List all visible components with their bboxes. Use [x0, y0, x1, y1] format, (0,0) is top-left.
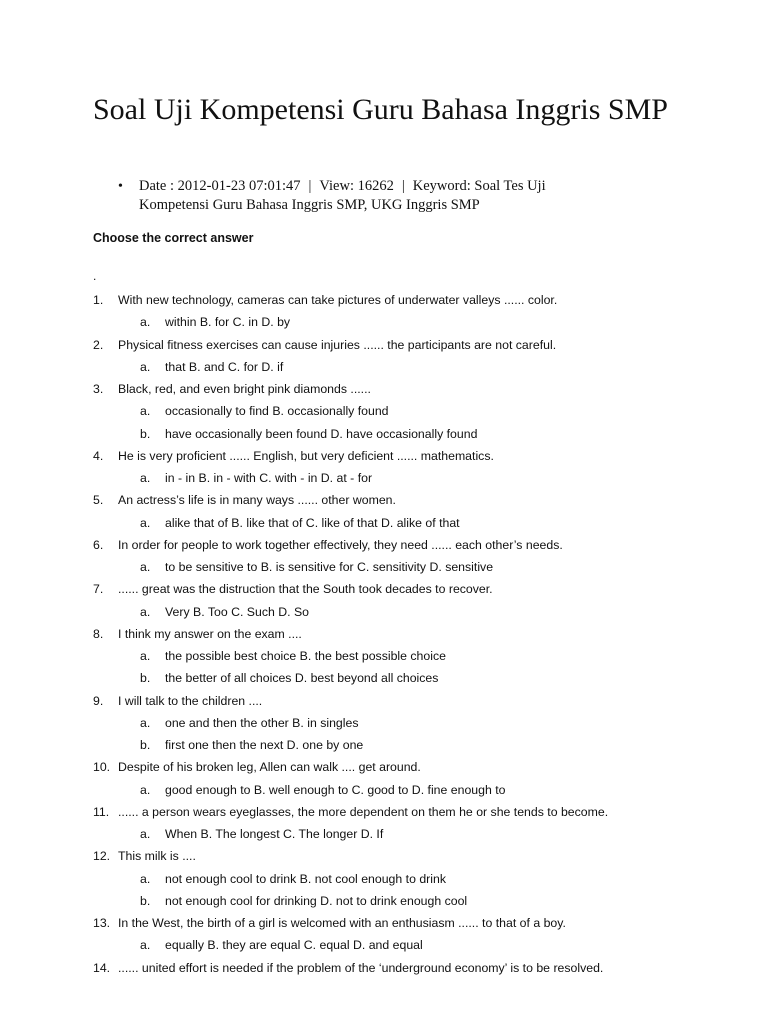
- option-text: the possible best choice B. the best possible choice: [165, 649, 446, 663]
- date-value: 2012-01-23 07:01:47: [177, 178, 301, 194]
- option-letter: a.: [140, 471, 151, 485]
- option-letter: a.: [140, 404, 151, 419]
- question-text: With new technology, cameras can take pictures of underwater valleys ...... color.: [118, 293, 558, 307]
- question-text: I think my answer on the exam ....: [118, 626, 302, 641]
- option-letter: a.: [140, 938, 151, 953]
- question-number: 8.: [93, 626, 104, 641]
- option-text: good enough to B. well enough to C. good to D. fine enough to: [165, 782, 506, 797]
- question-number: 14.: [93, 960, 111, 975]
- view-count: 16262: [357, 178, 394, 194]
- page-title: Soal Uji Kompetensi Guru Bahasa Inggris SMP: [93, 93, 668, 126]
- option-letter: a.: [140, 604, 151, 619]
- view-label: View:: [319, 178, 354, 194]
- instruction-heading: Choose the correct answer: [93, 231, 254, 245]
- option-text: that B. and C. for D. if: [165, 359, 284, 374]
- question-text: ...... united effort is needed if the problem of the ‘underground economy’ is to be resolved.: [118, 960, 604, 975]
- option-letter: a.: [140, 782, 151, 797]
- question-number: 10.: [93, 760, 111, 775]
- option-text: one and then the other B. in singles: [165, 715, 359, 730]
- question-text: ...... great was the distruction that the South took decades to recover.: [118, 582, 493, 597]
- option-text: to be sensitive to B. is sensitive for C. sensitivity D. sensitive: [165, 560, 494, 574]
- question-text: ...... a person wears eyeglasses, the more dependent on them he or she tends to become.: [118, 804, 609, 819]
- option-text: first one then the next D. one by one: [165, 738, 364, 752]
- option-letter: b.: [140, 426, 151, 441]
- bullet-icon: •: [118, 179, 123, 194]
- question-number: 1.: [93, 293, 104, 307]
- question-number: 13.: [93, 916, 111, 930]
- option-letter: b.: [140, 738, 151, 752]
- option-text: the better of all choices D. best beyond all choices: [165, 671, 439, 686]
- option-letter: a.: [140, 560, 151, 574]
- option-letter: b.: [140, 893, 151, 908]
- option-letter: a.: [140, 649, 151, 663]
- option-letter: b.: [140, 671, 151, 686]
- question-text: In the West, the birth of a girl is welcomed with an enthusiasm ...... to that of a boy.: [118, 916, 566, 930]
- question-number: 2.: [93, 337, 104, 352]
- meta-separator: |: [401, 178, 405, 194]
- question-text: Despite of his broken leg, Allen can walk .... get around.: [118, 760, 421, 775]
- question-number: 6.: [93, 537, 104, 552]
- option-letter: a.: [140, 715, 151, 730]
- question-number: 9.: [93, 693, 104, 708]
- meta-separator: |: [308, 178, 312, 194]
- question-text: Black, red, and even bright pink diamonds ......: [118, 382, 371, 396]
- question-text: In order for people to work together effectively, they need ...... each other’s needs.: [118, 537, 563, 552]
- option-text: occasionally to find B. occasionally found: [165, 404, 389, 419]
- question-number: 11.: [93, 804, 110, 819]
- question-number: 3.: [93, 382, 104, 396]
- question-number: 7.: [93, 582, 104, 597]
- meta-text: [139, 177, 619, 215]
- option-text: have occasionally been found D. have occasionally found: [165, 426, 478, 441]
- question-text: He is very proficient ...... English, but very deficient ...... mathematics.: [118, 448, 494, 463]
- question-text: Physical fitness exercises can cause injuries ...... the participants are not careful.: [118, 337, 557, 352]
- option-text: in - in B. in - with C. with - in D. at - for: [165, 471, 373, 485]
- option-letter: a.: [140, 871, 151, 886]
- option-text: within B. for C. in D. by: [165, 315, 291, 330]
- option-text: alike that of B. like that of C. like of that D. alike of that: [165, 515, 460, 530]
- question-number: 12.: [93, 849, 111, 864]
- option-letter: a.: [140, 359, 151, 374]
- option-text: not enough cool to drink B. not cool enough to drink: [165, 871, 446, 886]
- question-number: 4.: [93, 448, 104, 463]
- option-text: When B. The longest C. The longer D. If: [165, 827, 384, 841]
- option-letter: a.: [140, 315, 151, 330]
- date-label: Date :: [139, 178, 175, 194]
- keyword-value: Soal Tes Uji Kompetensi Guru Bahasa Inggris SMP, UKG Inggris SMP: [139, 178, 546, 213]
- option-text: Very B. Too C. Such D. So: [165, 604, 309, 619]
- question-text: I will talk to the children ....: [118, 693, 263, 708]
- question-number: 5.: [93, 493, 104, 508]
- question-text: This milk is ....: [118, 849, 196, 864]
- question-text: An actress’s life is in many ways ...... other women.: [118, 493, 396, 508]
- keyword-label: Keyword:: [412, 178, 471, 194]
- option-text: equally B. they are equal C. equal D. and equal: [165, 938, 423, 953]
- option-letter: a.: [140, 515, 151, 530]
- option-text: not enough cool for drinking D. not to drink enough cool: [165, 893, 468, 908]
- stray-dot: .: [93, 269, 97, 283]
- option-letter: a.: [140, 827, 151, 841]
